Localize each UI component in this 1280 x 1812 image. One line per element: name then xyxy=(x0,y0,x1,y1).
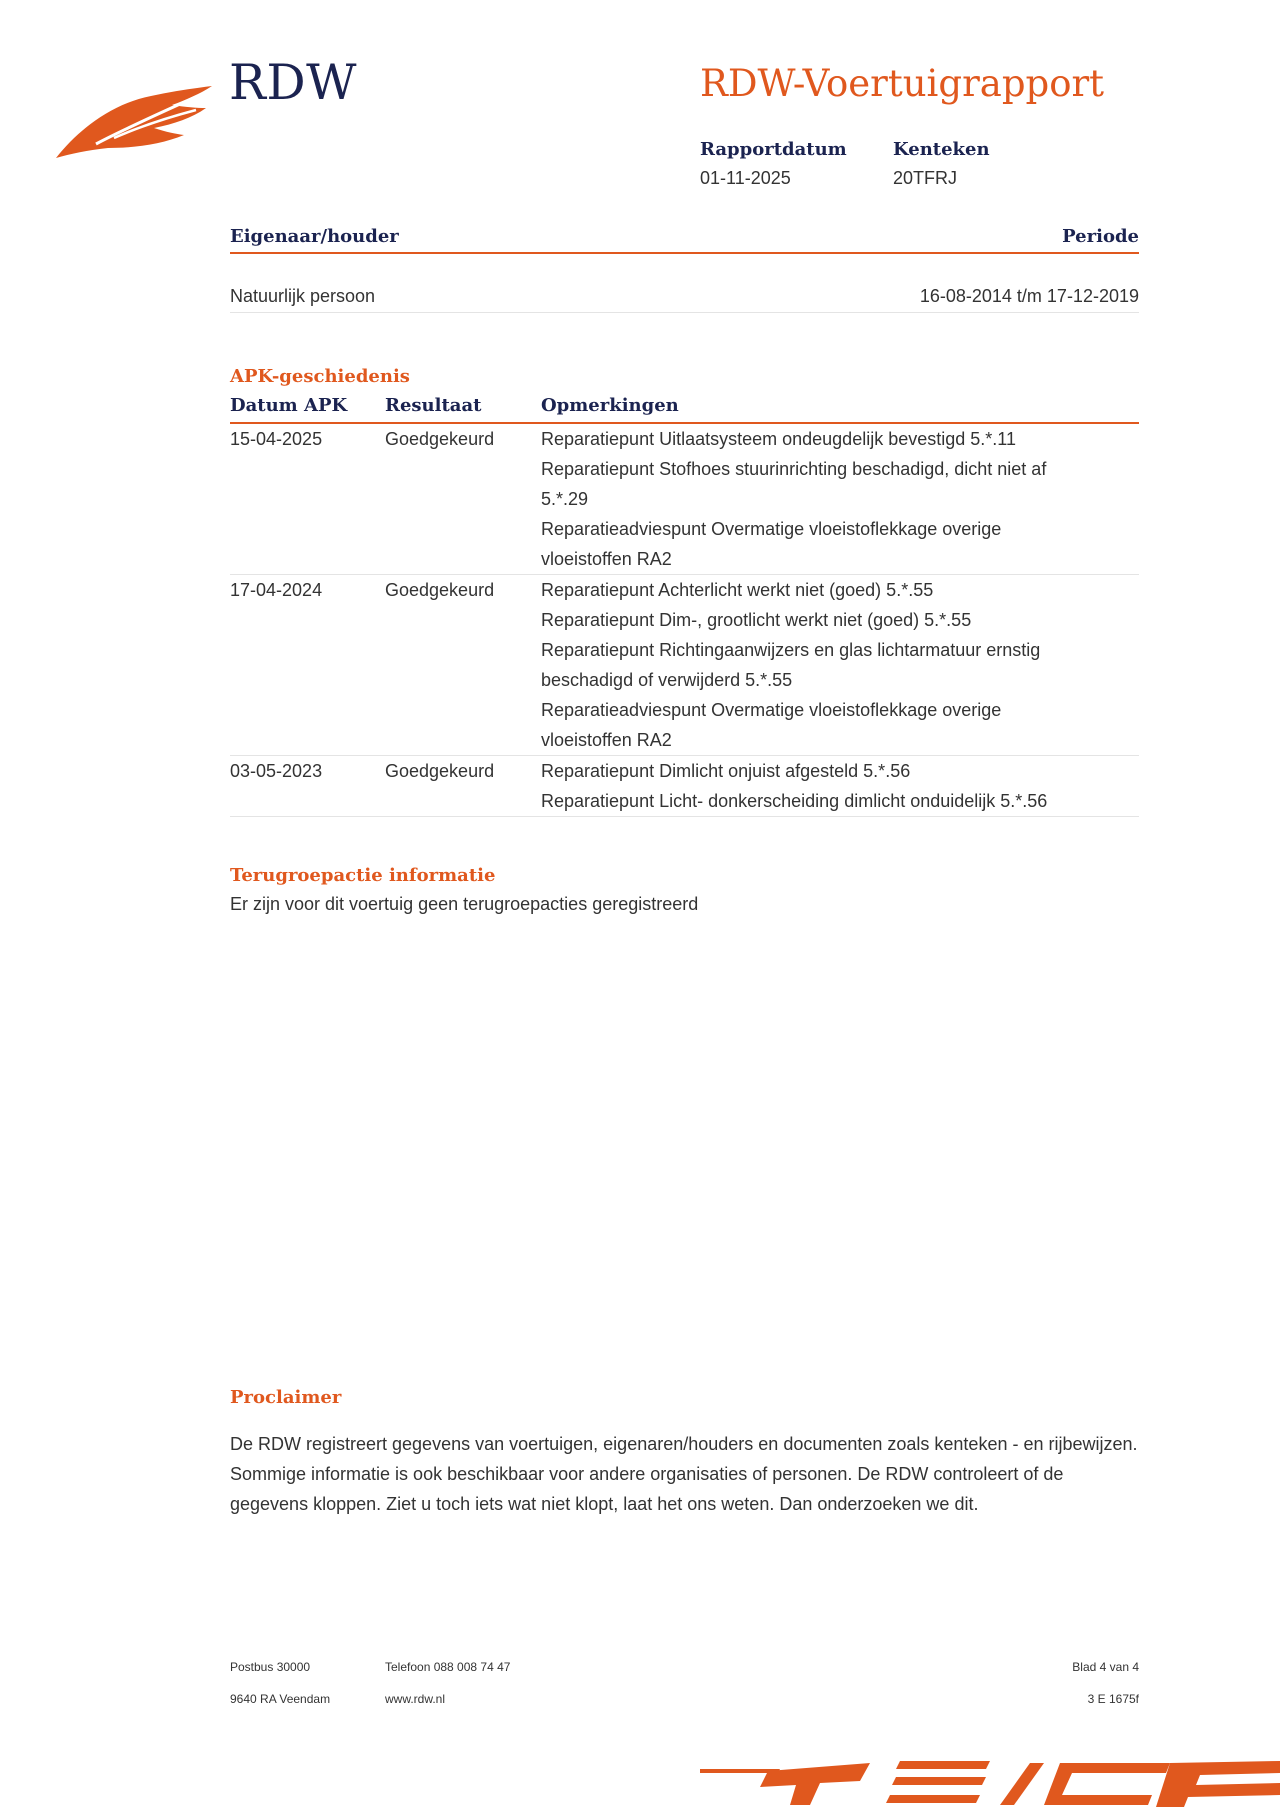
apk-row xyxy=(230,575,1139,756)
apk-date: 03-05-2023 xyxy=(230,761,323,781)
apk-row xyxy=(230,756,1139,817)
footer-postbus: Postbus 30000 xyxy=(230,1660,311,1674)
plate-value: 20TFRJ xyxy=(893,168,958,188)
apk-row xyxy=(230,424,1139,575)
apk-remark-line: Reparatiepunt Licht- donkerscheiding dimlicht onduidelijk 5.*.56 xyxy=(541,791,1048,811)
apk-section-title: APK-geschiedenis xyxy=(230,366,410,387)
footer-phone: Telefoon 088 008 74 47 xyxy=(385,1660,511,1674)
apk-date: 15-04-2025 xyxy=(230,429,323,449)
apk-date: 17-04-2024 xyxy=(230,580,323,600)
period-column-label: Periode xyxy=(1062,226,1139,247)
apk-remark-line: beschadigd of verwijderd 5.*.55 xyxy=(541,670,793,690)
report-title: RDW-Voertuigrapport xyxy=(700,62,1105,105)
rdw-feather-logo xyxy=(56,78,214,160)
apk-remark-line: 5.*.29 xyxy=(541,489,589,509)
apk-result: Goedgekeurd xyxy=(385,761,495,781)
brand-wordmark: RDW xyxy=(229,54,358,111)
owner-table-header xyxy=(230,226,1139,254)
apk-remark-line: Reparatiepunt Achterlicht werkt niet (goed) 5.*.55 xyxy=(541,580,934,600)
apk-remarks xyxy=(541,756,1139,816)
footer-website-link[interactable]: www.rdw.nl xyxy=(385,1692,446,1706)
apk-col-date: Datum APK xyxy=(230,395,348,416)
apk-result: Goedgekeurd xyxy=(385,580,495,600)
apk-remark-line: Reparatiepunt Dim-, grootlicht werkt niet (goed) 5.*.55 xyxy=(541,610,972,630)
recall-text: Er zijn voor dit voertuig geen terugroepacties geregistreerd xyxy=(230,894,699,914)
apk-remark-line: Reparatieadviespunt Overmatige vloeistoflekkage overige xyxy=(541,519,1002,539)
footer-document-code: 3 E 1675f xyxy=(1087,1692,1139,1706)
recall-section-title: Terugroepactie informatie xyxy=(230,865,496,886)
report-date-label: Rapportdatum xyxy=(700,139,847,160)
apk-remarks xyxy=(541,575,1139,755)
owner-type: Natuurlijk persoon xyxy=(230,286,376,306)
apk-remark-line: vloeistoffen RA2 xyxy=(541,549,672,569)
plate-label: Kenteken xyxy=(893,139,990,160)
apk-table-body xyxy=(230,424,1139,817)
apk-remark-line: vloeistoffen RA2 xyxy=(541,730,672,750)
rdw-stripes-decoration xyxy=(700,1755,1280,1812)
apk-col-result: Resultaat xyxy=(385,395,482,416)
apk-table-header xyxy=(230,395,1139,424)
apk-remark-line: Reparatiepunt Richtingaanwijzers en glas lichtarmatuur ernstig xyxy=(541,640,1041,660)
apk-col-remarks: Opmerkingen xyxy=(541,395,679,416)
proclaimer-section-title: Proclaimer xyxy=(230,1387,342,1408)
report-date-value: 01-11-2025 xyxy=(700,168,791,188)
owner-column-label: Eigenaar/houder xyxy=(230,226,399,247)
apk-remark-line: Reparatiepunt Uitlaatsysteem ondeugdelijk bevestigd 5.*.11 xyxy=(541,429,1016,449)
owner-row xyxy=(230,282,1139,313)
footer-city: 9640 RA Veendam xyxy=(230,1692,331,1706)
owner-period: 16-08-2014 t/m 17-12-2019 xyxy=(919,286,1139,306)
apk-remark-line: Reparatieadviespunt Overmatige vloeistoflekkage overige xyxy=(541,700,1002,720)
footer-page-number: Blad 4 van 4 xyxy=(1072,1660,1139,1674)
proclaimer-text: De RDW registreert gegevens van voertuigen, eigenaren/houders en documenten zoals kenteken - en rijbewijzen. Sommige informatie is ook beschikbaar voor andere organisaties of personen. De RDW controleert of de gegevens kloppen. Ziet u toch iets wat niet klopt, laat het ons weten. Dan onderzoeken we dit. xyxy=(230,1434,1138,1514)
apk-remarks xyxy=(541,424,1139,574)
apk-result: Goedgekeurd xyxy=(385,429,495,449)
apk-remark-line: Reparatiepunt Dimlicht onjuist afgesteld 5.*.56 xyxy=(541,761,911,781)
apk-remark-line: Reparatiepunt Stofhoes stuurinrichting beschadigd, dicht niet af xyxy=(541,459,1047,479)
